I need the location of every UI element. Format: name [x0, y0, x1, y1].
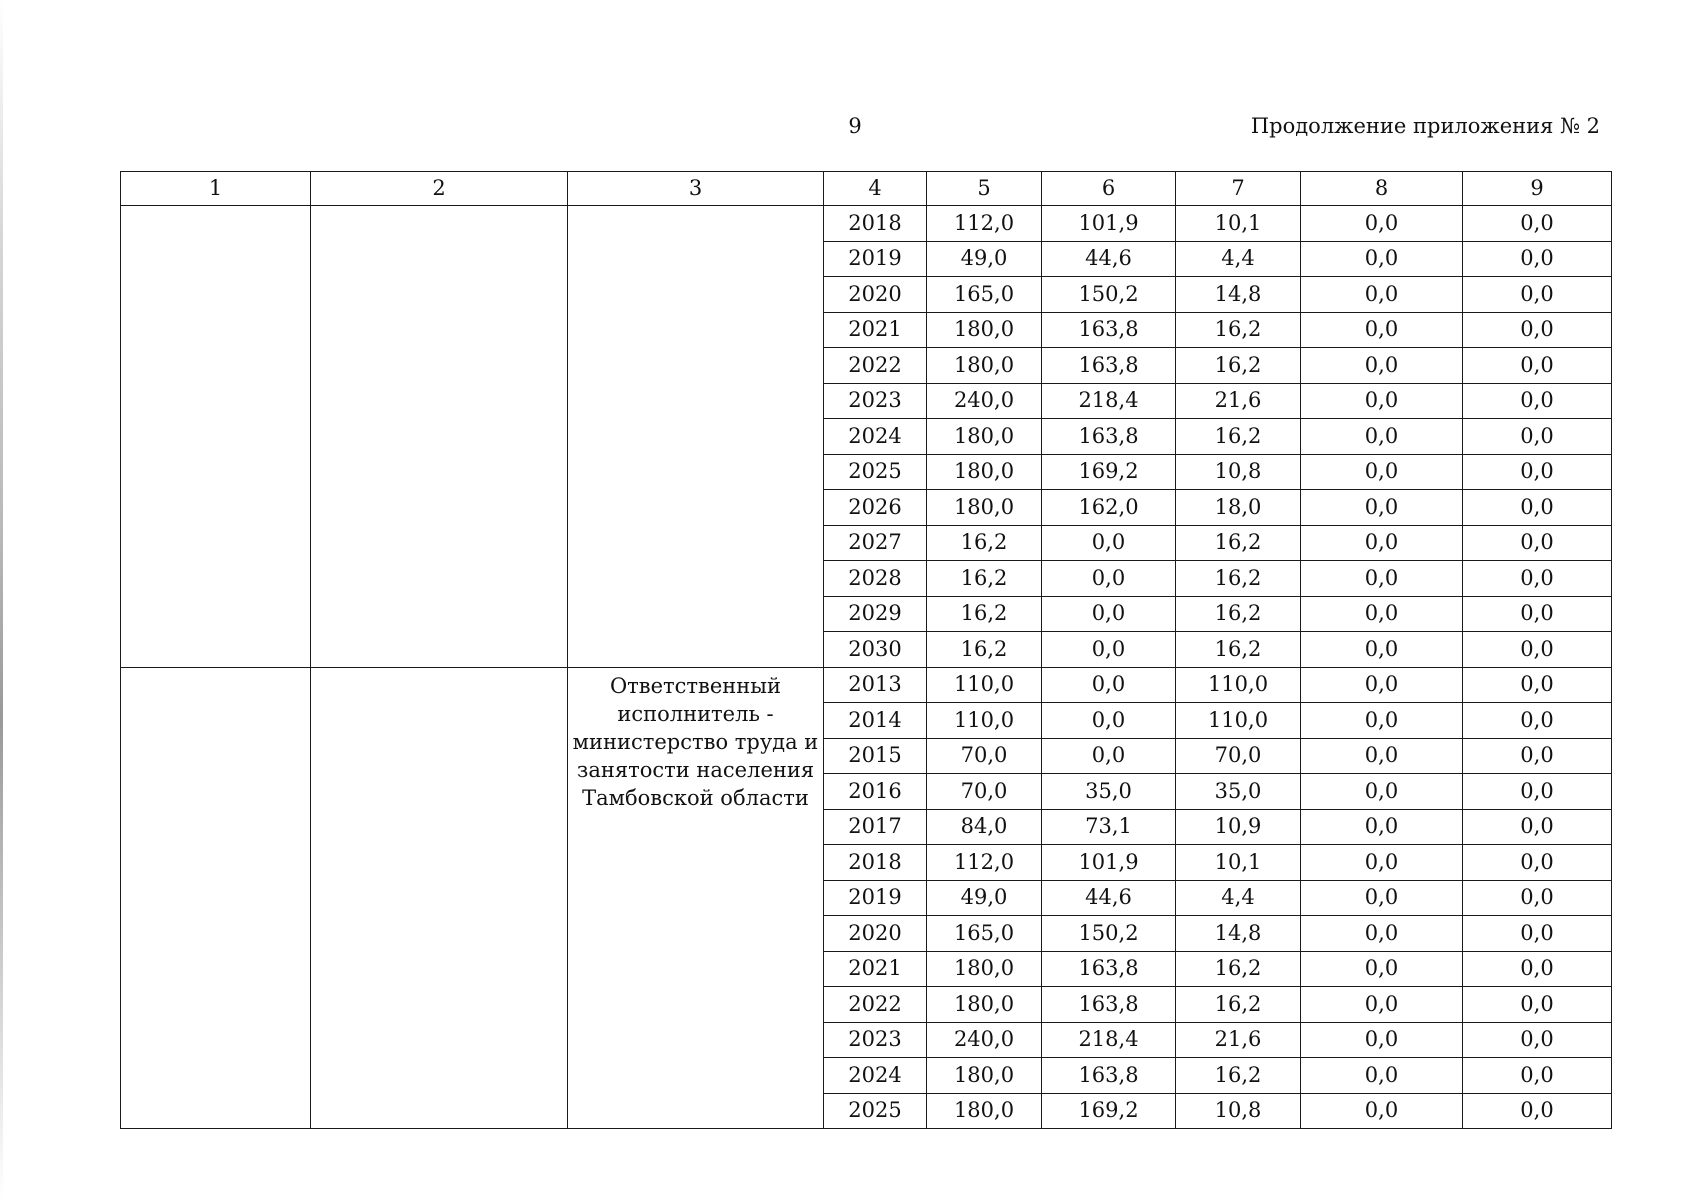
value-cell: 240,0 — [927, 383, 1042, 419]
value-cell: 150,2 — [1042, 277, 1176, 313]
value-cell: 44,6 — [1042, 880, 1176, 916]
value-cell: 0,0 — [1301, 348, 1463, 384]
value-cell: 0,0 — [1463, 987, 1612, 1023]
value-cell: 110,0 — [927, 667, 1042, 703]
value-cell: 0,0 — [1301, 241, 1463, 277]
year-cell: 2022 — [824, 348, 927, 384]
executor-text: Ответственный исполнитель - министерство труда и занятости населения Тамбовской области — [572, 673, 819, 810]
value-cell: 110,0 — [1176, 703, 1301, 739]
value-cell: 0,0 — [1301, 632, 1463, 668]
year-cell: 2021 — [824, 312, 927, 348]
value-cell: 0,0 — [1463, 703, 1612, 739]
value-cell: 16,2 — [927, 632, 1042, 668]
value-cell: 0,0 — [1463, 951, 1612, 987]
value-cell: 180,0 — [927, 1093, 1042, 1129]
column-header: 9 — [1463, 172, 1612, 206]
value-cell: 16,2 — [1176, 987, 1301, 1023]
value-cell: 162,0 — [1042, 490, 1176, 526]
value-cell: 0,0 — [1301, 1058, 1463, 1094]
value-cell: 0,0 — [1463, 241, 1612, 277]
year-cell: 2022 — [824, 987, 927, 1023]
value-cell: 16,2 — [1176, 419, 1301, 455]
value-cell: 16,2 — [1176, 596, 1301, 632]
value-cell: 0,0 — [1463, 880, 1612, 916]
column-header: 8 — [1301, 172, 1463, 206]
value-cell: 21,6 — [1176, 1022, 1301, 1058]
value-cell: 0,0 — [1301, 845, 1463, 881]
value-cell: 0,0 — [1463, 454, 1612, 490]
value-cell: 0,0 — [1301, 703, 1463, 739]
value-cell: 0,0 — [1301, 277, 1463, 313]
column-header: 7 — [1176, 172, 1301, 206]
value-cell: 73,1 — [1042, 809, 1176, 845]
value-cell: 0,0 — [1042, 561, 1176, 597]
value-cell: 0,0 — [1301, 312, 1463, 348]
year-cell: 2024 — [824, 1058, 927, 1094]
value-cell: 163,8 — [1042, 987, 1176, 1023]
value-cell: 0,0 — [1301, 880, 1463, 916]
table-row — [121, 206, 1612, 242]
value-cell: 0,0 — [1042, 667, 1176, 703]
value-cell: 0,0 — [1301, 738, 1463, 774]
value-cell: 163,8 — [1042, 312, 1176, 348]
value-cell: 218,4 — [1042, 383, 1176, 419]
year-cell: 2019 — [824, 241, 927, 277]
value-cell: 0,0 — [1463, 738, 1612, 774]
value-cell: 101,9 — [1042, 206, 1176, 242]
value-cell: 180,0 — [927, 454, 1042, 490]
value-cell: 0,0 — [1463, 845, 1612, 881]
year-cell: 2030 — [824, 632, 927, 668]
column-header: 2 — [311, 172, 568, 206]
value-cell: 112,0 — [927, 206, 1042, 242]
value-cell: 169,2 — [1042, 1093, 1176, 1129]
value-cell: 110,0 — [1176, 667, 1301, 703]
value-cell: 0,0 — [1463, 419, 1612, 455]
value-cell: 0,0 — [1301, 951, 1463, 987]
value-cell: 0,0 — [1301, 383, 1463, 419]
value-cell: 4,4 — [1176, 880, 1301, 916]
value-cell: 10,1 — [1176, 206, 1301, 242]
value-cell: 0,0 — [1042, 632, 1176, 668]
year-cell: 2029 — [824, 596, 927, 632]
year-cell: 2014 — [824, 703, 927, 739]
value-cell: 0,0 — [1463, 312, 1612, 348]
name-cell — [311, 206, 568, 668]
value-cell: 180,0 — [927, 951, 1042, 987]
value-cell: 84,0 — [927, 809, 1042, 845]
year-cell: 2021 — [824, 951, 927, 987]
value-cell: 0,0 — [1463, 774, 1612, 810]
value-cell: 240,0 — [927, 1022, 1042, 1058]
value-cell: 0,0 — [1301, 419, 1463, 455]
year-cell: 2017 — [824, 809, 927, 845]
value-cell: 49,0 — [927, 241, 1042, 277]
column-number-row — [121, 172, 1612, 206]
value-cell: 110,0 — [927, 703, 1042, 739]
value-cell: 16,2 — [1176, 312, 1301, 348]
value-cell: 10,9 — [1176, 809, 1301, 845]
value-cell: 0,0 — [1301, 206, 1463, 242]
value-cell: 35,0 — [1042, 774, 1176, 810]
value-cell: 0,0 — [1301, 1022, 1463, 1058]
appendix-note: Продолжение приложения № 2 — [1250, 114, 1600, 138]
value-cell: 0,0 — [1463, 1093, 1612, 1129]
value-cell: 0,0 — [1463, 348, 1612, 384]
value-cell: 16,2 — [927, 596, 1042, 632]
column-header: 5 — [927, 172, 1042, 206]
budget-table — [120, 171, 1612, 1129]
value-cell: 0,0 — [1301, 1093, 1463, 1129]
value-cell: 0,0 — [1301, 987, 1463, 1023]
value-cell: 0,0 — [1042, 703, 1176, 739]
year-cell: 2026 — [824, 490, 927, 526]
column-header: 4 — [824, 172, 927, 206]
executor-text — [568, 206, 823, 210]
value-cell: 0,0 — [1042, 525, 1176, 561]
value-cell: 4,4 — [1176, 241, 1301, 277]
value-cell: 0,0 — [1301, 596, 1463, 632]
value-cell: 180,0 — [927, 987, 1042, 1023]
value-cell: 0,0 — [1463, 1058, 1612, 1094]
scan-edge-artifact — [0, 0, 3, 1200]
number-cell — [121, 667, 311, 1129]
value-cell: 163,8 — [1042, 348, 1176, 384]
value-cell: 0,0 — [1463, 916, 1612, 952]
value-cell: 35,0 — [1176, 774, 1301, 810]
column-header: 6 — [1042, 172, 1176, 206]
value-cell: 0,0 — [1301, 667, 1463, 703]
value-cell: 101,9 — [1042, 845, 1176, 881]
year-cell: 2020 — [824, 277, 927, 313]
year-cell: 2027 — [824, 525, 927, 561]
value-cell: 165,0 — [927, 916, 1042, 952]
value-cell: 180,0 — [927, 1058, 1042, 1094]
value-cell: 0,0 — [1463, 383, 1612, 419]
table-body — [121, 206, 1612, 1129]
value-cell: 180,0 — [927, 312, 1042, 348]
value-cell: 0,0 — [1463, 490, 1612, 526]
value-cell: 163,8 — [1042, 419, 1176, 455]
value-cell: 16,2 — [1176, 951, 1301, 987]
value-cell: 0,0 — [1463, 596, 1612, 632]
year-cell: 2018 — [824, 845, 927, 881]
value-cell: 0,0 — [1301, 774, 1463, 810]
value-cell: 0,0 — [1463, 277, 1612, 313]
number-cell — [121, 206, 311, 668]
value-cell: 163,8 — [1042, 1058, 1176, 1094]
value-cell: 0,0 — [1463, 206, 1612, 242]
value-cell: 112,0 — [927, 845, 1042, 881]
value-cell: 0,0 — [1042, 596, 1176, 632]
value-cell: 10,8 — [1176, 454, 1301, 490]
year-cell: 2013 — [824, 667, 927, 703]
executor-cell — [568, 667, 824, 1129]
value-cell: 0,0 — [1463, 1022, 1612, 1058]
value-cell: 0,0 — [1463, 667, 1612, 703]
value-cell: 49,0 — [927, 880, 1042, 916]
value-cell: 14,8 — [1176, 916, 1301, 952]
value-cell: 180,0 — [927, 348, 1042, 384]
value-cell: 169,2 — [1042, 454, 1176, 490]
value-cell: 0,0 — [1301, 561, 1463, 597]
value-cell: 21,6 — [1176, 383, 1301, 419]
year-cell: 2019 — [824, 880, 927, 916]
value-cell: 0,0 — [1301, 916, 1463, 952]
value-cell: 70,0 — [927, 738, 1042, 774]
value-cell: 165,0 — [927, 277, 1042, 313]
value-cell: 16,2 — [1176, 348, 1301, 384]
year-cell: 2020 — [824, 916, 927, 952]
value-cell: 0,0 — [1301, 525, 1463, 561]
value-cell: 70,0 — [1176, 738, 1301, 774]
value-cell: 18,0 — [1176, 490, 1301, 526]
column-header: 3 — [568, 172, 824, 206]
year-cell: 2016 — [824, 774, 927, 810]
value-cell: 70,0 — [927, 774, 1042, 810]
year-cell: 2018 — [824, 206, 927, 242]
value-cell: 0,0 — [1463, 632, 1612, 668]
value-cell: 0,0 — [1301, 809, 1463, 845]
value-cell: 218,4 — [1042, 1022, 1176, 1058]
value-cell: 180,0 — [927, 490, 1042, 526]
name-cell — [311, 667, 568, 1129]
value-cell: 163,8 — [1042, 951, 1176, 987]
value-cell: 0,0 — [1463, 561, 1612, 597]
value-cell: 0,0 — [1301, 454, 1463, 490]
value-cell: 0,0 — [1042, 738, 1176, 774]
value-cell: 16,2 — [1176, 1058, 1301, 1094]
value-cell: 44,6 — [1042, 241, 1176, 277]
value-cell: 16,2 — [927, 525, 1042, 561]
year-cell: 2024 — [824, 419, 927, 455]
page-number: 9 — [848, 114, 862, 138]
value-cell: 16,2 — [927, 561, 1042, 597]
value-cell: 16,2 — [1176, 525, 1301, 561]
year-cell: 2023 — [824, 383, 927, 419]
value-cell: 14,8 — [1176, 277, 1301, 313]
executor-cell — [568, 206, 824, 668]
year-cell: 2023 — [824, 1022, 927, 1058]
value-cell: 0,0 — [1463, 525, 1612, 561]
year-cell: 2025 — [824, 454, 927, 490]
column-header: 1 — [121, 172, 311, 206]
year-cell: 2028 — [824, 561, 927, 597]
value-cell: 150,2 — [1042, 916, 1176, 952]
value-cell: 0,0 — [1463, 809, 1612, 845]
value-cell: 10,1 — [1176, 845, 1301, 881]
value-cell: 10,8 — [1176, 1093, 1301, 1129]
value-cell: 180,0 — [927, 419, 1042, 455]
value-cell: 16,2 — [1176, 561, 1301, 597]
year-cell: 2025 — [824, 1093, 927, 1129]
value-cell: 16,2 — [1176, 632, 1301, 668]
year-cell: 2015 — [824, 738, 927, 774]
value-cell: 0,0 — [1301, 490, 1463, 526]
table-row — [121, 667, 1612, 703]
